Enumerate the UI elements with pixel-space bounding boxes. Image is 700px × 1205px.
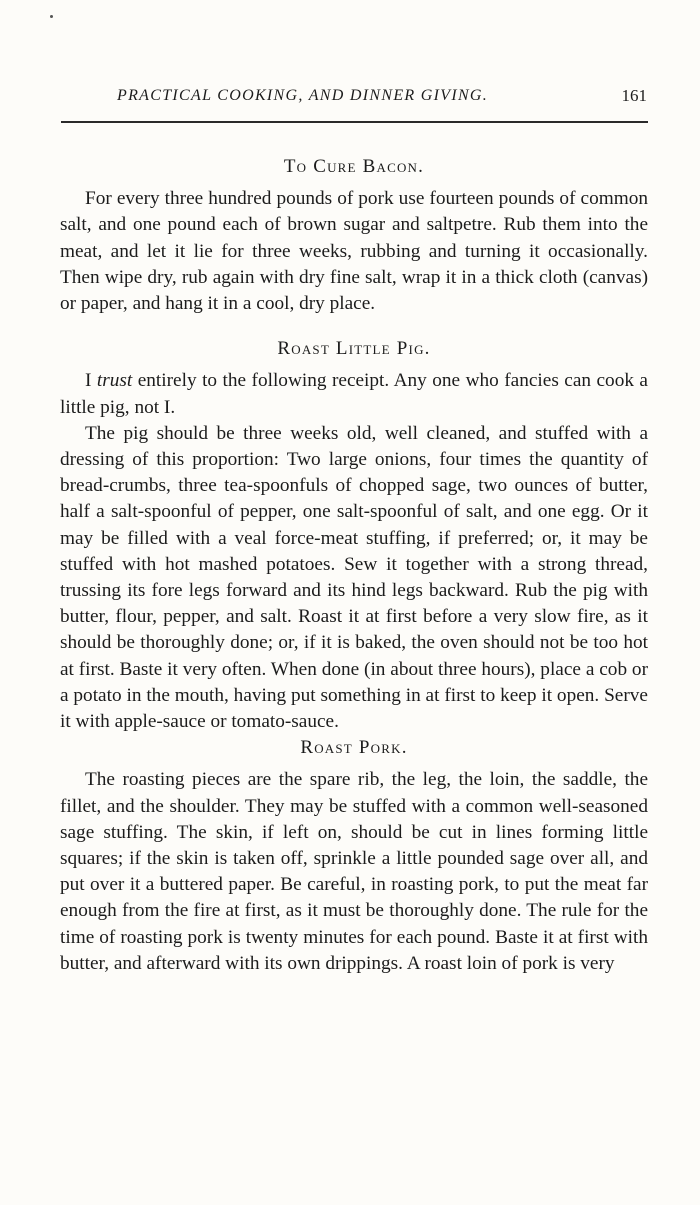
page-header xyxy=(60,82,648,114)
pig-intro-start: I xyxy=(85,370,97,392)
paragraph-cure-bacon: For every three hundred pounds of pork use fourteen pounds of common salt, and one pound each of brown sugar and saltpetre. Rub them into the meat, and let it lie for three weeks, rubbing and turning it occasionally. Then wipe dry, rub again with dry fine salt, wrap it in a thick cloth (canvas) or paper, and hang it in a cool, dry place. xyxy=(60,188,648,315)
section-title-roast-little-pig: Roast Little Pig. xyxy=(277,338,431,360)
paragraph-pig-method: The pig should be three weeks old, well cleaned, and stuffed with a dressing of this proportion: Two large onions, four times the quantity of bread-crumbs, three tea-spoonfuls of chopped sage, two ounces of butter, half a salt-spoonful of pepper, one salt-spoonful of salt, and one egg. Or it may be filled with a veal force-meat stuffing, if preferred; or, it may be stuffed with hot mashed potatoes. Sew it together with a strong thread, trussing its fore legs forward and its hind legs backward. Rub the pig with butter, flour, pepper, and salt. Roast it at first before a very slow fire, as it should be thoroughly done; or, if it is baked, the oven should not be too hot at first. Baste it very often. When done (in about three hours), place a cob or a potato in the mouth, having put something in at first to keep it open. Serve it with apple-sauce or tomato-sauce. xyxy=(60,422,648,733)
section-title-roast-pork: Roast Pork. xyxy=(300,737,408,759)
print-speck xyxy=(50,15,53,18)
page-number: 161 xyxy=(621,86,647,105)
section-title-cure-bacon: To Cure Bacon. xyxy=(283,156,425,177)
pig-intro-rest: entirely to the following receipt. Any one who fancies can cook a little pig, not I. xyxy=(60,370,648,418)
running-head: PRACTICAL COOKING, AND DINNER GIVING. xyxy=(117,87,489,104)
paragraph-roast-pork: The roasting pieces are the spare rib, the leg, the loin, the saddle, the fillet, and the shoulder. They may be stuffed with a common well-seasoned sage stuffing. The skin, if left on, should be cut in lines forming little squares; if the skin is taken off, sprinkle a little pounded sage over all, and put over it a buttered paper. Be careful, in roasting pork, to put the meat far enough from the fire at first, as it must be thoroughly done. The rule for the time of roasting pork is twenty minutes for each pound. Baste it at first with butter, and afterward with its own drippings. A roast loin of pork is very xyxy=(60,769,648,974)
pig-intro-emphasis: trust xyxy=(96,370,133,392)
book-page xyxy=(60,82,648,974)
page-body xyxy=(60,154,648,977)
header-rule xyxy=(61,121,648,123)
paragraph-pig-intro xyxy=(60,368,648,420)
